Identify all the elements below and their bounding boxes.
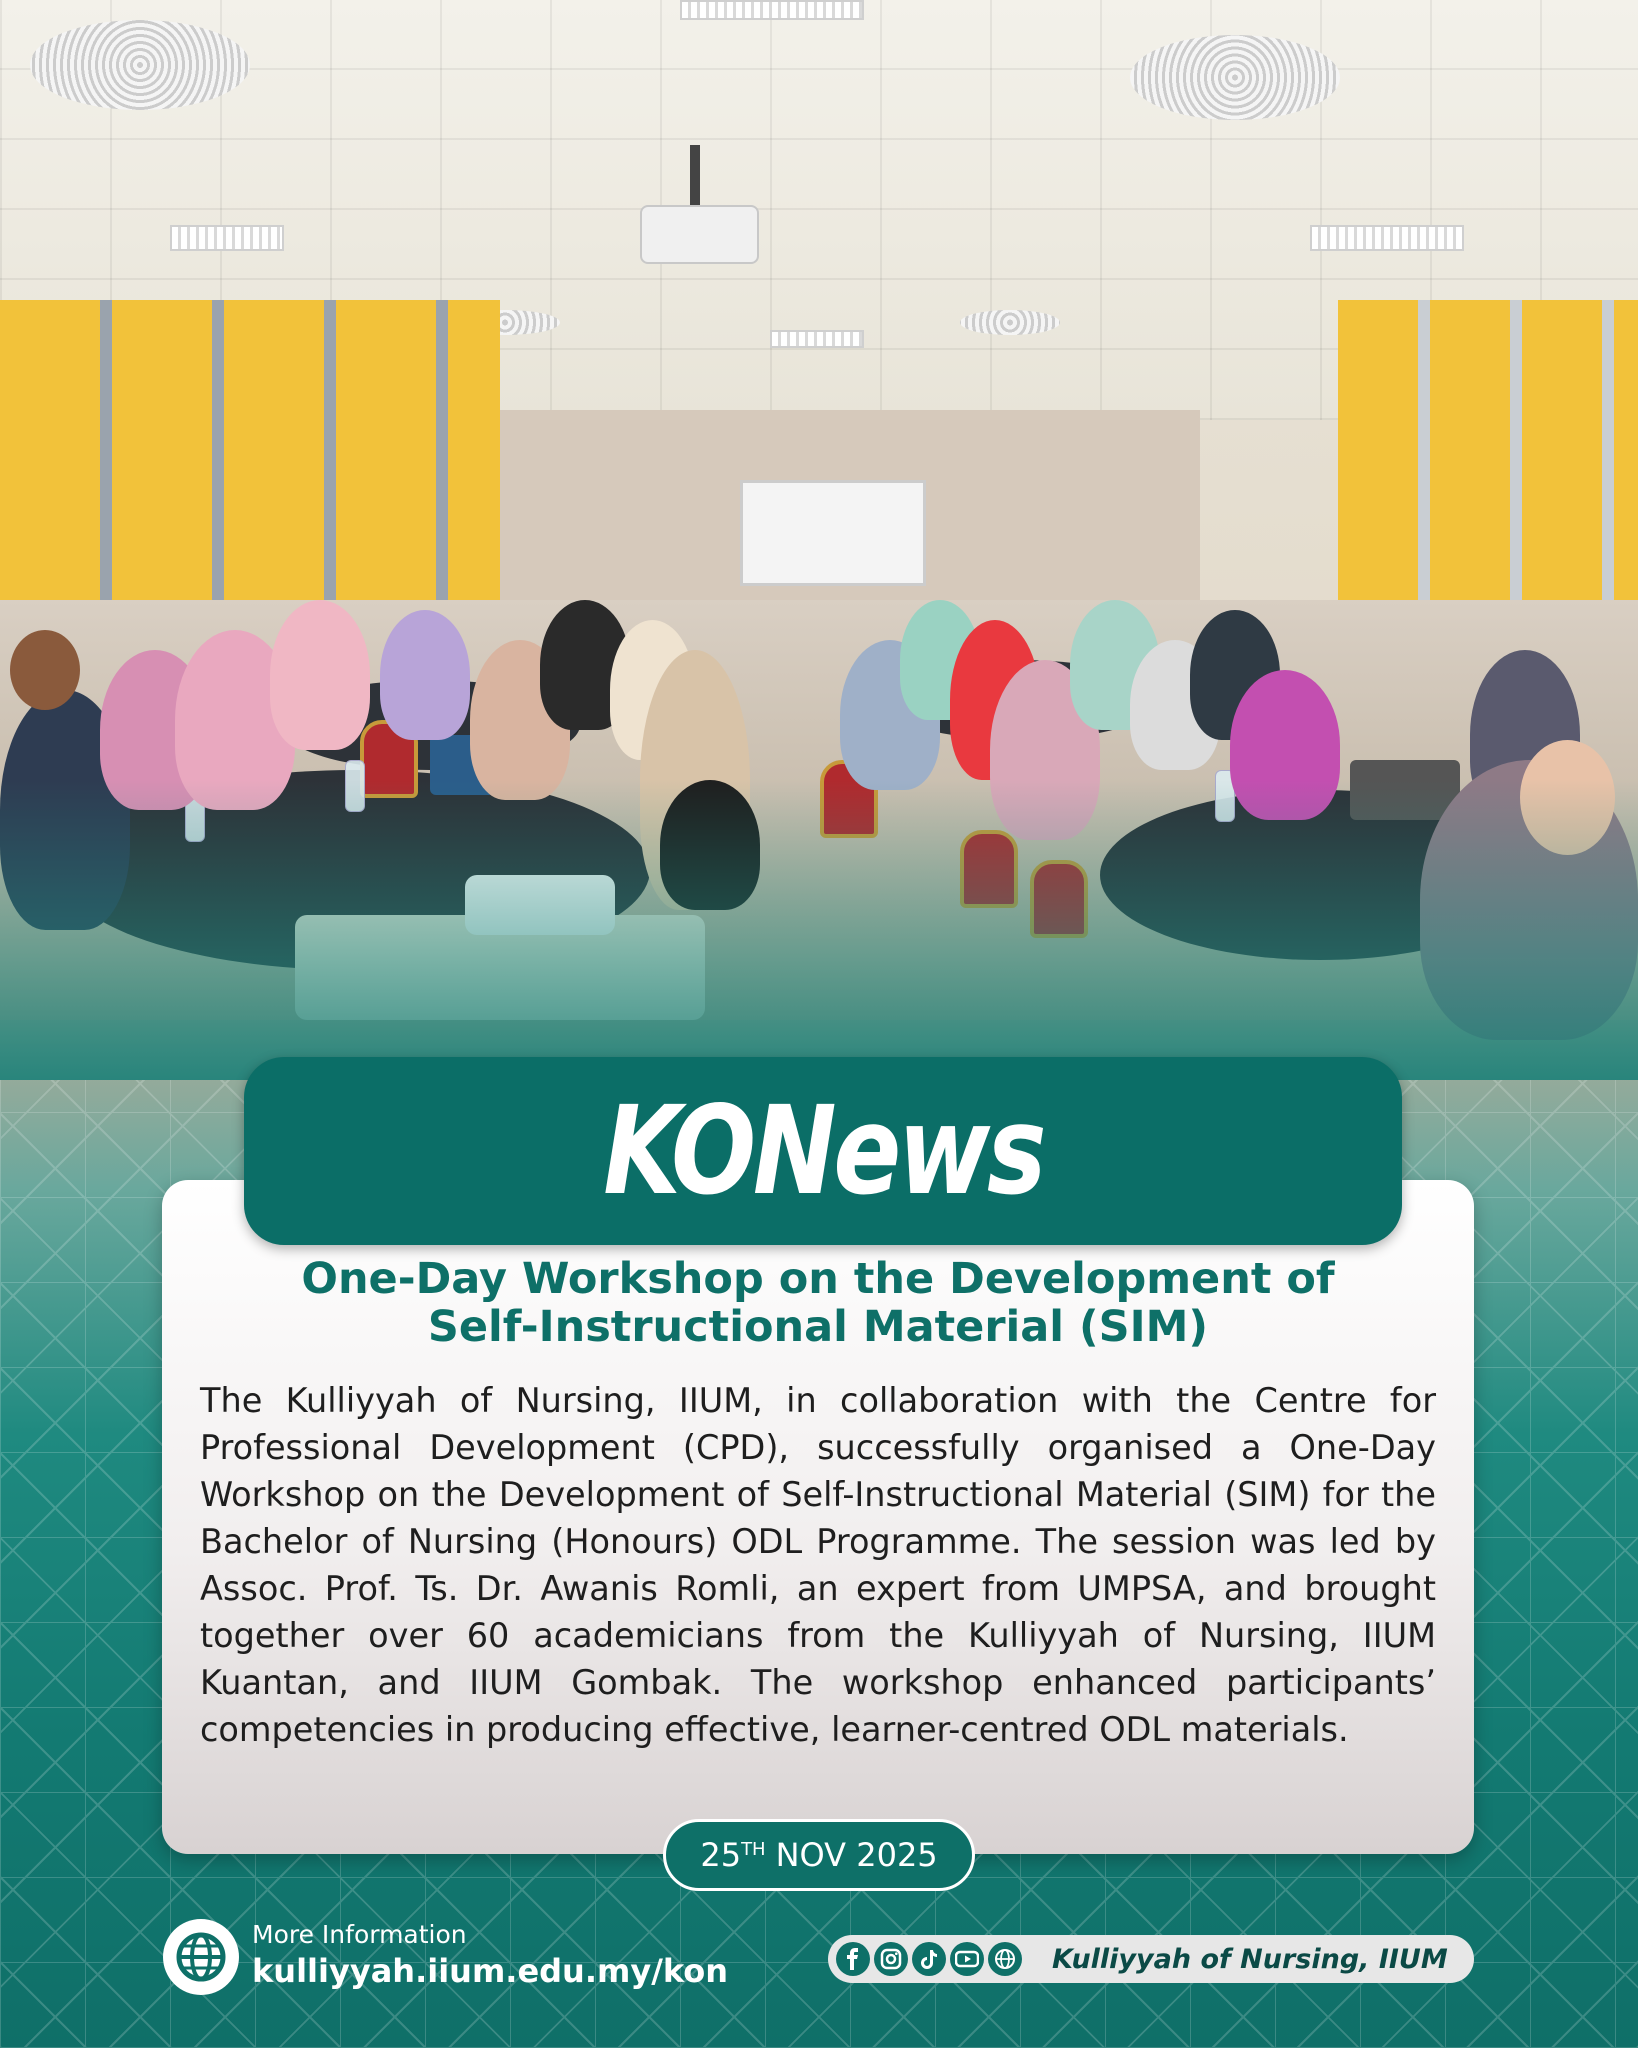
ceiling-vent — [960, 310, 1060, 335]
participant — [380, 610, 470, 740]
banner-title: KONews — [602, 1080, 1044, 1222]
facebook-icon[interactable] — [836, 1942, 870, 1976]
ceiling-vent — [30, 20, 250, 110]
globe-icon[interactable] — [988, 1942, 1022, 1976]
ceiling-vent — [1130, 35, 1340, 120]
more-info-label: More Information — [252, 1920, 467, 1949]
headline-line-1: One-Day Workshop on the Development of — [301, 1254, 1335, 1304]
website-link[interactable]: kulliyyah.iium.edu.my/kon — [252, 1952, 729, 1990]
participant — [270, 600, 370, 750]
projector-mount — [690, 145, 700, 207]
youtube-icon[interactable] — [950, 1942, 984, 1976]
article-body: The Kulliyyah of Nursing, IIUM, in collaboration with the Centre for Professional Development (CPD), successfully organised a One-Day Workshop on the Development of Self-Instructional Material (SIM) for the Bachelor of Nursing (Honours) ODL Programme. The session was led by Assoc. Prof. Ts. Dr. Awanis Romli, an expert from UMPSA, and brought together over 60 academicians from the Kulliyyah of Nursing, IIUM Kuantan, and IIUM Gombak. The workshop enhanced participants’ competencies in producing effective, learner-centred ODL materials. — [200, 1381, 1436, 1749]
ceiling-light — [170, 225, 284, 251]
date-day: 25 — [700, 1836, 742, 1874]
social-handle: Kulliyyah of Nursing, IIUM — [1052, 1943, 1448, 1975]
date-rest: NOV 2025 — [775, 1836, 938, 1874]
headline — [182, 1255, 1454, 1351]
headline-line-2: Self-Instructional Material (SIM) — [427, 1302, 1209, 1352]
ceiling-light — [680, 0, 864, 20]
projector — [640, 205, 759, 264]
projection-screen — [740, 480, 926, 586]
globe-icon[interactable] — [163, 1919, 239, 1995]
participant-head — [10, 630, 80, 710]
date-suffix: TH — [741, 1838, 766, 1860]
social-bar — [828, 1935, 1474, 1983]
date-badge — [663, 1819, 975, 1891]
ceiling-light — [770, 330, 864, 348]
tiktok-icon[interactable] — [912, 1942, 946, 1976]
teal-fade — [0, 780, 1638, 1080]
instagram-icon[interactable] — [874, 1942, 908, 1976]
ceiling-light — [1310, 225, 1464, 251]
konews-banner — [244, 1057, 1402, 1245]
